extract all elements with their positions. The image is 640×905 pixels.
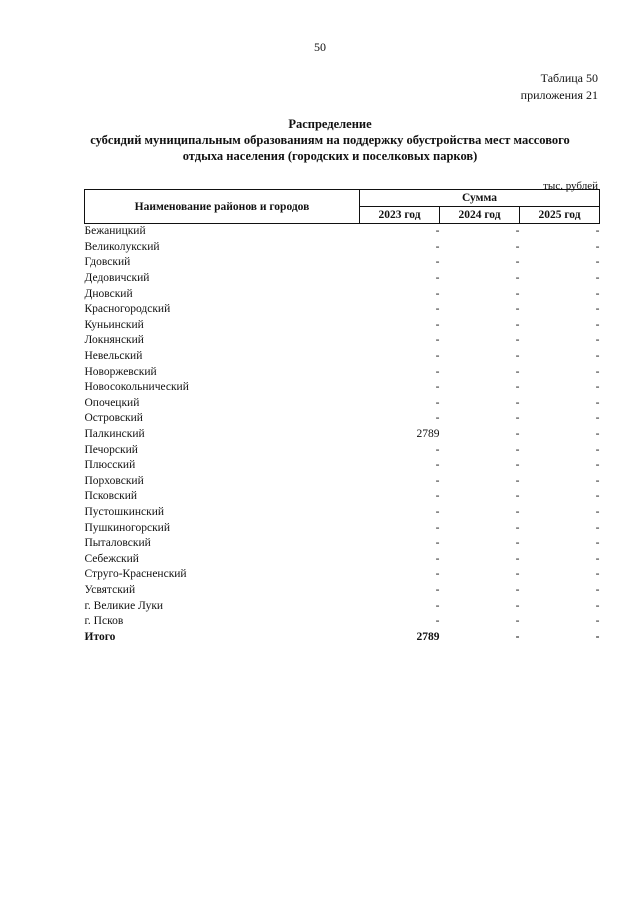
value-2023-cell: - [435, 615, 440, 628]
value-2023-cell: - [435, 583, 440, 596]
value-2023-cell: 2789 [416, 630, 440, 643]
value-2023-cell: 2789 [416, 428, 440, 441]
district-name-cell: Дновский [84, 287, 133, 300]
value-2023-cell: - [435, 443, 440, 456]
table-row [85, 255, 600, 271]
value-2025-cell: - [595, 240, 600, 253]
value-2024-cell: - [515, 334, 520, 347]
value-2024-cell: - [515, 583, 520, 596]
district-name-cell: Новосокольнический [84, 381, 189, 394]
column-header-2025: 2025 год [520, 207, 600, 224]
table-row [85, 286, 600, 302]
value-2025-cell: - [595, 256, 600, 269]
district-name-cell: Пыталовский [84, 537, 151, 550]
table-row [85, 520, 600, 536]
value-2023-cell: - [435, 396, 440, 409]
table-row [85, 442, 600, 458]
district-name-cell: Порховский [84, 474, 144, 487]
units-label: тыс. рублей [543, 180, 598, 192]
value-2024-cell: - [515, 428, 520, 441]
value-2025-cell: - [595, 583, 600, 596]
district-name-cell: Опочецкий [84, 396, 140, 409]
table-row [85, 411, 600, 427]
value-2024-cell: - [515, 615, 520, 628]
table-row [85, 536, 600, 552]
table-row [85, 302, 600, 318]
value-2024-cell: - [515, 287, 520, 300]
value-2025-cell: - [595, 428, 600, 441]
value-2024-cell: - [515, 272, 520, 285]
district-name-cell: Псковский [84, 490, 138, 503]
value-2025-cell: - [595, 443, 600, 456]
value-2023-cell: - [435, 412, 440, 425]
value-2024-cell: - [515, 490, 520, 503]
table-row [85, 551, 600, 567]
title-line3: отдыха населения (городских и поселковых парков) [182, 149, 478, 163]
value-2024-cell: - [515, 474, 520, 487]
table-ref-line1: Таблица 50 [540, 71, 598, 85]
district-name-cell: Красногородский [84, 303, 171, 316]
column-header-2023: 2023 год [360, 207, 440, 224]
district-name-cell: Печорский [84, 443, 138, 456]
value-2025-cell: - [595, 225, 600, 238]
table-row [85, 474, 600, 490]
table-row [85, 349, 600, 365]
value-2023-cell: - [435, 272, 440, 285]
value-2024-cell: - [515, 256, 520, 269]
value-2023-cell: - [435, 568, 440, 581]
value-2025-cell: - [595, 474, 600, 487]
value-2024-cell: - [515, 365, 520, 378]
total-row [85, 629, 600, 645]
value-2024-cell: - [515, 443, 520, 456]
table-row [85, 567, 600, 583]
value-2024-cell: - [515, 225, 520, 238]
table-reference [521, 70, 598, 104]
district-name-cell: Усвятский [84, 583, 136, 596]
table-row [85, 224, 600, 240]
district-name-cell: Дедовичский [84, 272, 150, 285]
table-row [85, 489, 600, 505]
value-2024-cell: - [515, 521, 520, 534]
value-2025-cell: - [595, 303, 600, 316]
value-2023-cell: - [435, 505, 440, 518]
value-2025-cell: - [595, 287, 600, 300]
value-2024-cell: - [515, 630, 520, 643]
value-2024-cell: - [515, 537, 520, 550]
table-row [85, 427, 600, 443]
value-2023-cell: - [435, 256, 440, 269]
table-row [85, 396, 600, 412]
value-2024-cell: - [515, 303, 520, 316]
value-2025-cell: - [595, 334, 600, 347]
value-2024-cell: - [515, 599, 520, 612]
value-2023-cell: - [435, 365, 440, 378]
value-2025-cell: - [595, 365, 600, 378]
table-row [85, 505, 600, 521]
value-2024-cell: - [515, 412, 520, 425]
value-2023-cell: - [435, 350, 440, 363]
value-2023-cell: - [435, 552, 440, 565]
value-2025-cell: - [595, 381, 600, 394]
value-2024-cell: - [515, 350, 520, 363]
value-2023-cell: - [435, 474, 440, 487]
value-2023-cell: - [435, 490, 440, 503]
district-name-cell: Бежаницкий [84, 225, 146, 238]
value-2025-cell: - [595, 396, 600, 409]
district-name-cell: г. Великие Луки [84, 599, 164, 612]
table-row [85, 614, 600, 630]
value-2025-cell: - [595, 490, 600, 503]
table-row [85, 271, 600, 287]
value-2025-cell: - [595, 350, 600, 363]
value-2024-cell: - [515, 568, 520, 581]
district-name-cell: Новоржевский [84, 365, 157, 378]
page-number: 50 [314, 40, 326, 54]
value-2024-cell: - [515, 505, 520, 518]
title-line2: субсидий муниципальным образованиям на поддержку обустройства мест массового [90, 133, 570, 147]
value-2024-cell: - [515, 459, 520, 472]
district-name-cell: Гдовский [84, 256, 131, 269]
district-name-cell: Плюсский [84, 459, 136, 472]
table-row [85, 598, 600, 614]
table-row [85, 583, 600, 599]
district-name-cell: Палкинский [84, 428, 145, 441]
value-2025-cell: - [595, 552, 600, 565]
table-row [85, 333, 600, 349]
value-2025-cell: - [595, 505, 600, 518]
value-2025-cell: - [595, 521, 600, 534]
district-name-cell: Себежский [84, 552, 139, 565]
table-row [85, 318, 600, 334]
table-body [85, 224, 600, 646]
value-2024-cell: - [515, 396, 520, 409]
value-2023-cell: - [435, 334, 440, 347]
value-2024-cell: - [515, 552, 520, 565]
column-header-2024: 2024 год [440, 207, 520, 224]
value-2023-cell: - [435, 459, 440, 472]
district-name-cell: Куньинский [84, 318, 144, 331]
district-name-cell: Локнянский [84, 334, 144, 347]
value-2023-cell: - [435, 287, 440, 300]
document-title [60, 116, 600, 164]
table-row [85, 240, 600, 256]
column-header-name: Наименование районов и городов [85, 190, 360, 224]
value-2025-cell: - [595, 568, 600, 581]
value-2023-cell: - [435, 240, 440, 253]
value-2025-cell: - [595, 537, 600, 550]
value-2023-cell: - [435, 381, 440, 394]
value-2024-cell: - [515, 318, 520, 331]
value-2025-cell: - [595, 459, 600, 472]
table-row [85, 364, 600, 380]
value-2023-cell: - [435, 303, 440, 316]
distribution-table [84, 189, 600, 645]
value-2023-cell: - [435, 599, 440, 612]
value-2024-cell: - [515, 240, 520, 253]
district-name-cell: Великолукский [84, 240, 160, 253]
district-name-cell: Итого [84, 630, 116, 643]
district-name-cell: Пустошкинский [84, 505, 165, 518]
value-2025-cell: - [595, 412, 600, 425]
title-line1: Распределение [288, 117, 372, 131]
district-name-cell: г. Псков [84, 615, 124, 628]
value-2025-cell: - [595, 615, 600, 628]
district-name-cell: Пушкиногорский [84, 521, 170, 534]
value-2025-cell: - [595, 318, 600, 331]
district-name-cell: Невельский [84, 350, 143, 363]
value-2023-cell: - [435, 537, 440, 550]
value-2023-cell: - [435, 521, 440, 534]
district-name-cell: Струго-Красненский [84, 568, 187, 581]
table-ref-line2: приложения 21 [520, 88, 598, 102]
value-2024-cell: - [515, 381, 520, 394]
value-2025-cell: - [595, 630, 600, 643]
column-header-sum: Сумма [360, 190, 600, 207]
table-row [85, 380, 600, 396]
value-2025-cell: - [595, 272, 600, 285]
table-row [85, 458, 600, 474]
district-name-cell: Островский [84, 412, 143, 425]
value-2023-cell: - [435, 225, 440, 238]
value-2023-cell: - [435, 318, 440, 331]
value-2025-cell: - [595, 599, 600, 612]
